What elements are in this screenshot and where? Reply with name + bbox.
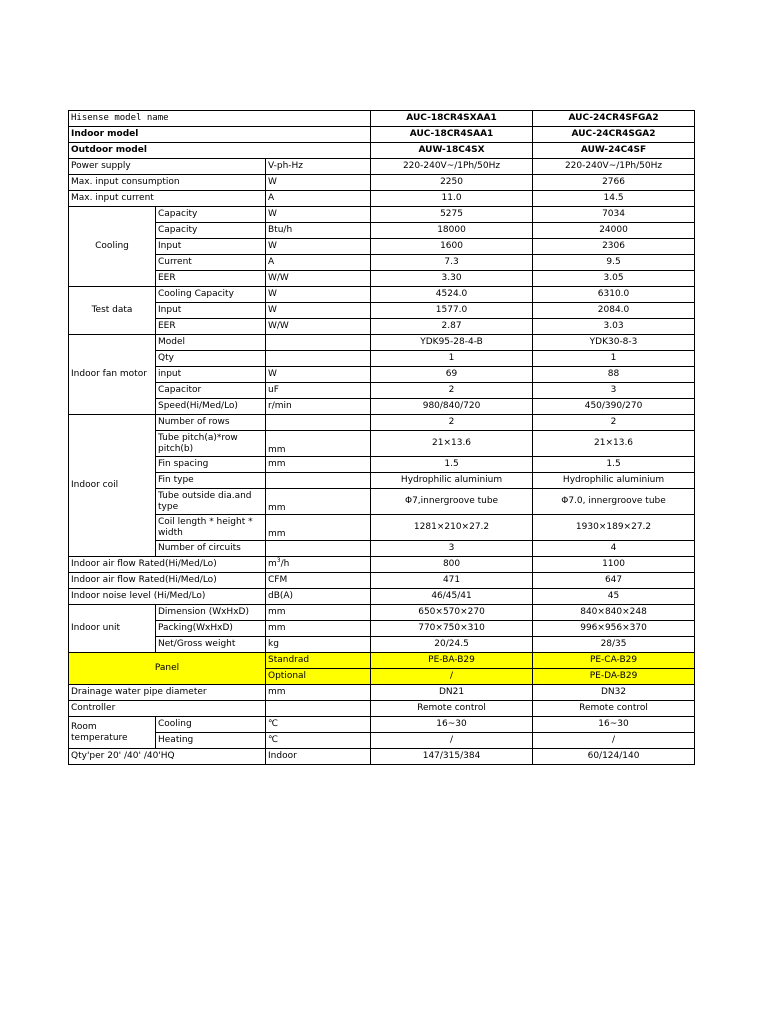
unit [266,473,371,489]
value-a: 16~30 [371,717,533,733]
unit: ℃ [266,717,371,733]
value-a: 11.0 [371,191,533,207]
air-flow-cfm-row [69,573,695,589]
air-flow-m3-row [69,557,695,573]
row-label: Packing(WxHxD) [156,621,266,637]
value-b: Remote control [533,701,695,717]
power-supply-row [69,159,695,175]
max-input-consumption-row [69,175,695,191]
table-row [69,541,695,557]
value-a: Remote control [371,701,533,717]
value-b: 7034 [533,207,695,223]
unit: dB(A) [266,589,371,605]
spec-table [68,110,695,765]
table-row [69,383,695,399]
value-a: 7.3 [371,255,533,271]
unit: A [266,255,371,271]
panel-row [69,653,695,669]
model-b-header: AUC-24CR4SFGA2 [533,111,695,127]
indoor-unit-group-label: Indoor unit [69,605,156,653]
value-a: 4524.0 [371,287,533,303]
row-label: Fin type [156,473,266,489]
unit: W [266,239,371,255]
value-b: 3 [533,383,695,399]
value-b: 9.5 [533,255,695,271]
value-a: 220-240V~/1Ph/50Hz [371,159,533,175]
row-label: Current [156,255,266,271]
value-b: 1 [533,351,695,367]
unit: CFM [266,573,371,589]
table-row [69,473,695,489]
cooling-group-label: Cooling [69,207,156,287]
unit: V-ph-Hz [266,159,371,175]
value-a: 2.87 [371,319,533,335]
table-row [69,717,695,733]
fan-motor-group-label: Indoor fan motor [69,335,156,415]
value-a: 2 [371,415,533,431]
table-row [69,335,695,351]
row-label: Power supply [69,159,266,175]
row-label: input [156,367,266,383]
value-a: / [371,733,533,749]
value-a: 69 [371,367,533,383]
row-label: Capacitor [156,383,266,399]
value-a: 20/24.5 [371,637,533,653]
unit: mm [266,685,371,701]
unit: mm [266,515,371,541]
value-a: PE-BA-B29 [371,653,533,669]
panel-group-label: Panel [69,653,266,685]
value-a: 21×13.6 [371,431,533,457]
unit [266,557,371,573]
value-a: 770×750×310 [371,621,533,637]
header-label: Hisense model name [69,111,371,127]
unit: A [266,191,371,207]
value-b: 3.03 [533,319,695,335]
row-label: Indoor air flow Rated(Hi/Med/Lo) [69,573,266,589]
table-row [69,637,695,653]
row-label: Fin spacing [156,457,266,473]
table-row [69,319,695,335]
row-label: EER [156,319,266,335]
unit: Indoor [266,749,371,765]
header-row [69,111,695,127]
unit: mm [266,457,371,473]
row-label: Drainage water pipe diameter [69,685,266,701]
table-row [69,431,695,457]
value-a: YDK95-28-4-B [371,335,533,351]
model-a-header: AUC-18CR4SXAA1 [371,111,533,127]
unit [266,701,371,717]
indoor-model-row [69,127,695,143]
value-b: 996×956×370 [533,621,695,637]
noise-row [69,589,695,605]
table-row [69,239,695,255]
value-b: YDK30-8-3 [533,335,695,351]
test-data-group-label: Test data [69,287,156,335]
unit: W [266,207,371,223]
table-row [69,489,695,515]
row-label: Max. input current [69,191,266,207]
unit: W [266,303,371,319]
row-label: Coil length * height * width [156,515,266,541]
value-b: 45 [533,589,695,605]
row-label: Indoor model [69,127,371,143]
value-a: 650×570×270 [371,605,533,621]
unit: W/W [266,319,371,335]
row-label: Number of circuits [156,541,266,557]
row-label: Tube outside dia.and type [156,489,266,515]
unit: uF [266,383,371,399]
table-row [69,255,695,271]
row-label: Number of rows [156,415,266,431]
value-b: 840×840×248 [533,605,695,621]
table-row [69,207,695,223]
row-label: Indoor air flow Rated(Hi/Med/Lo) [69,557,266,573]
value-b: 450/390/270 [533,399,695,415]
value-a: Hydrophilic aluminium [371,473,533,489]
value-b: PE-CA-B29 [533,653,695,669]
table-row [69,605,695,621]
row-label: Dimension (WxHxD) [156,605,266,621]
row-label: Model [156,335,266,351]
table-row [69,457,695,473]
row-label: Capacity [156,223,266,239]
unit: mm [266,605,371,621]
value-a: AUC-18CR4SAA1 [371,127,533,143]
value-b: 2766 [533,175,695,191]
value-a: DN21 [371,685,533,701]
row-label: Tube pitch(a)*row pitch(b) [156,431,266,457]
qty-per-row [69,749,695,765]
table-row [69,223,695,239]
value-b: 2 [533,415,695,431]
value-a: 18000 [371,223,533,239]
unit: Standrad [266,653,371,669]
table-row [69,621,695,637]
table-row [69,733,695,749]
unit: Btu/h [266,223,371,239]
unit [266,541,371,557]
unit: ℃ [266,733,371,749]
value-b: AUW-24C4SF [533,143,695,159]
row-label: Qty'per 20' /40' /40'HQ [69,749,266,765]
value-a: 2250 [371,175,533,191]
value-b: / [533,733,695,749]
row-label: Cooling Capacity [156,287,266,303]
coil-group-label: Indoor coil [69,415,156,557]
row-label: Qty [156,351,266,367]
value-b: 220-240V~/1Ph/50Hz [533,159,695,175]
value-b: AUC-24CR4SGA2 [533,127,695,143]
value-b: 647 [533,573,695,589]
table-row [69,271,695,287]
value-a: 147/315/384 [371,749,533,765]
value-b: 1930×189×27.2 [533,515,695,541]
controller-row [69,701,695,717]
value-b: 28/35 [533,637,695,653]
value-b: 2306 [533,239,695,255]
unit: W [266,367,371,383]
row-label: Heating [156,733,266,749]
unit [266,335,371,351]
table-row [69,415,695,431]
value-a: 1.5 [371,457,533,473]
table-row [69,303,695,319]
value-b: 1.5 [533,457,695,473]
table-row [69,287,695,303]
value-a: 1 [371,351,533,367]
unit: mm [266,431,371,457]
value-b: Φ7.0, innergroove tube [533,489,695,515]
unit: mm [266,489,371,515]
value-b: 14.5 [533,191,695,207]
value-a: 1281×210×27.2 [371,515,533,541]
unit-base: m [268,559,277,569]
unit [266,351,371,367]
row-label: Input [156,239,266,255]
unit: W [266,287,371,303]
value-b: DN32 [533,685,695,701]
value-a: 1577.0 [371,303,533,319]
unit [266,415,371,431]
row-label: Controller [69,701,266,717]
value-b: PE-DA-B29 [533,669,695,685]
value-b: Hydrophilic aluminium [533,473,695,489]
row-label: Input [156,303,266,319]
value-a: Φ7,innergroove tube [371,489,533,515]
value-b: 16~30 [533,717,695,733]
value-b: 4 [533,541,695,557]
row-label: Capacity [156,207,266,223]
unit: kg [266,637,371,653]
value-b: 2084.0 [533,303,695,319]
row-label: Net/Gross weight [156,637,266,653]
row-label: Speed(Hi/Med/Lo) [156,399,266,415]
value-b: 88 [533,367,695,383]
unit: Optional [266,669,371,685]
table-row [69,399,695,415]
row-label: Cooling [156,717,266,733]
row-label: EER [156,271,266,287]
unit: mm [266,621,371,637]
drainage-row [69,685,695,701]
value-b: 3.05 [533,271,695,287]
value-a: 2 [371,383,533,399]
unit: r/min [266,399,371,415]
unit-superscript: 3 [276,557,281,564]
unit: W [266,175,371,191]
value-a: 1600 [371,239,533,255]
row-label: Max. input consumption [69,175,266,191]
table-row [69,515,695,541]
table-row [69,367,695,383]
row-label: Indoor noise level (Hi/Med/Lo) [69,589,266,605]
table-row [69,351,695,367]
value-b: 24000 [533,223,695,239]
unit-tail: /h [280,559,290,569]
value-a: 46/45/41 [371,589,533,605]
value-a: 5275 [371,207,533,223]
value-b: 60/124/140 [533,749,695,765]
value-b: 6310.0 [533,287,695,303]
value-a: 800 [371,557,533,573]
row-label: Outdoor model [69,143,371,159]
room-temp-group-label: Room temperature [69,717,156,749]
value-a: 3 [371,541,533,557]
value-a: AUW-18C4SX [371,143,533,159]
unit: W/W [266,271,371,287]
value-a: / [371,669,533,685]
outdoor-model-row [69,143,695,159]
value-a: 3.30 [371,271,533,287]
value-b: 21×13.6 [533,431,695,457]
value-b: 1100 [533,557,695,573]
value-a: 980/840/720 [371,399,533,415]
max-input-current-row [69,191,695,207]
value-a: 471 [371,573,533,589]
